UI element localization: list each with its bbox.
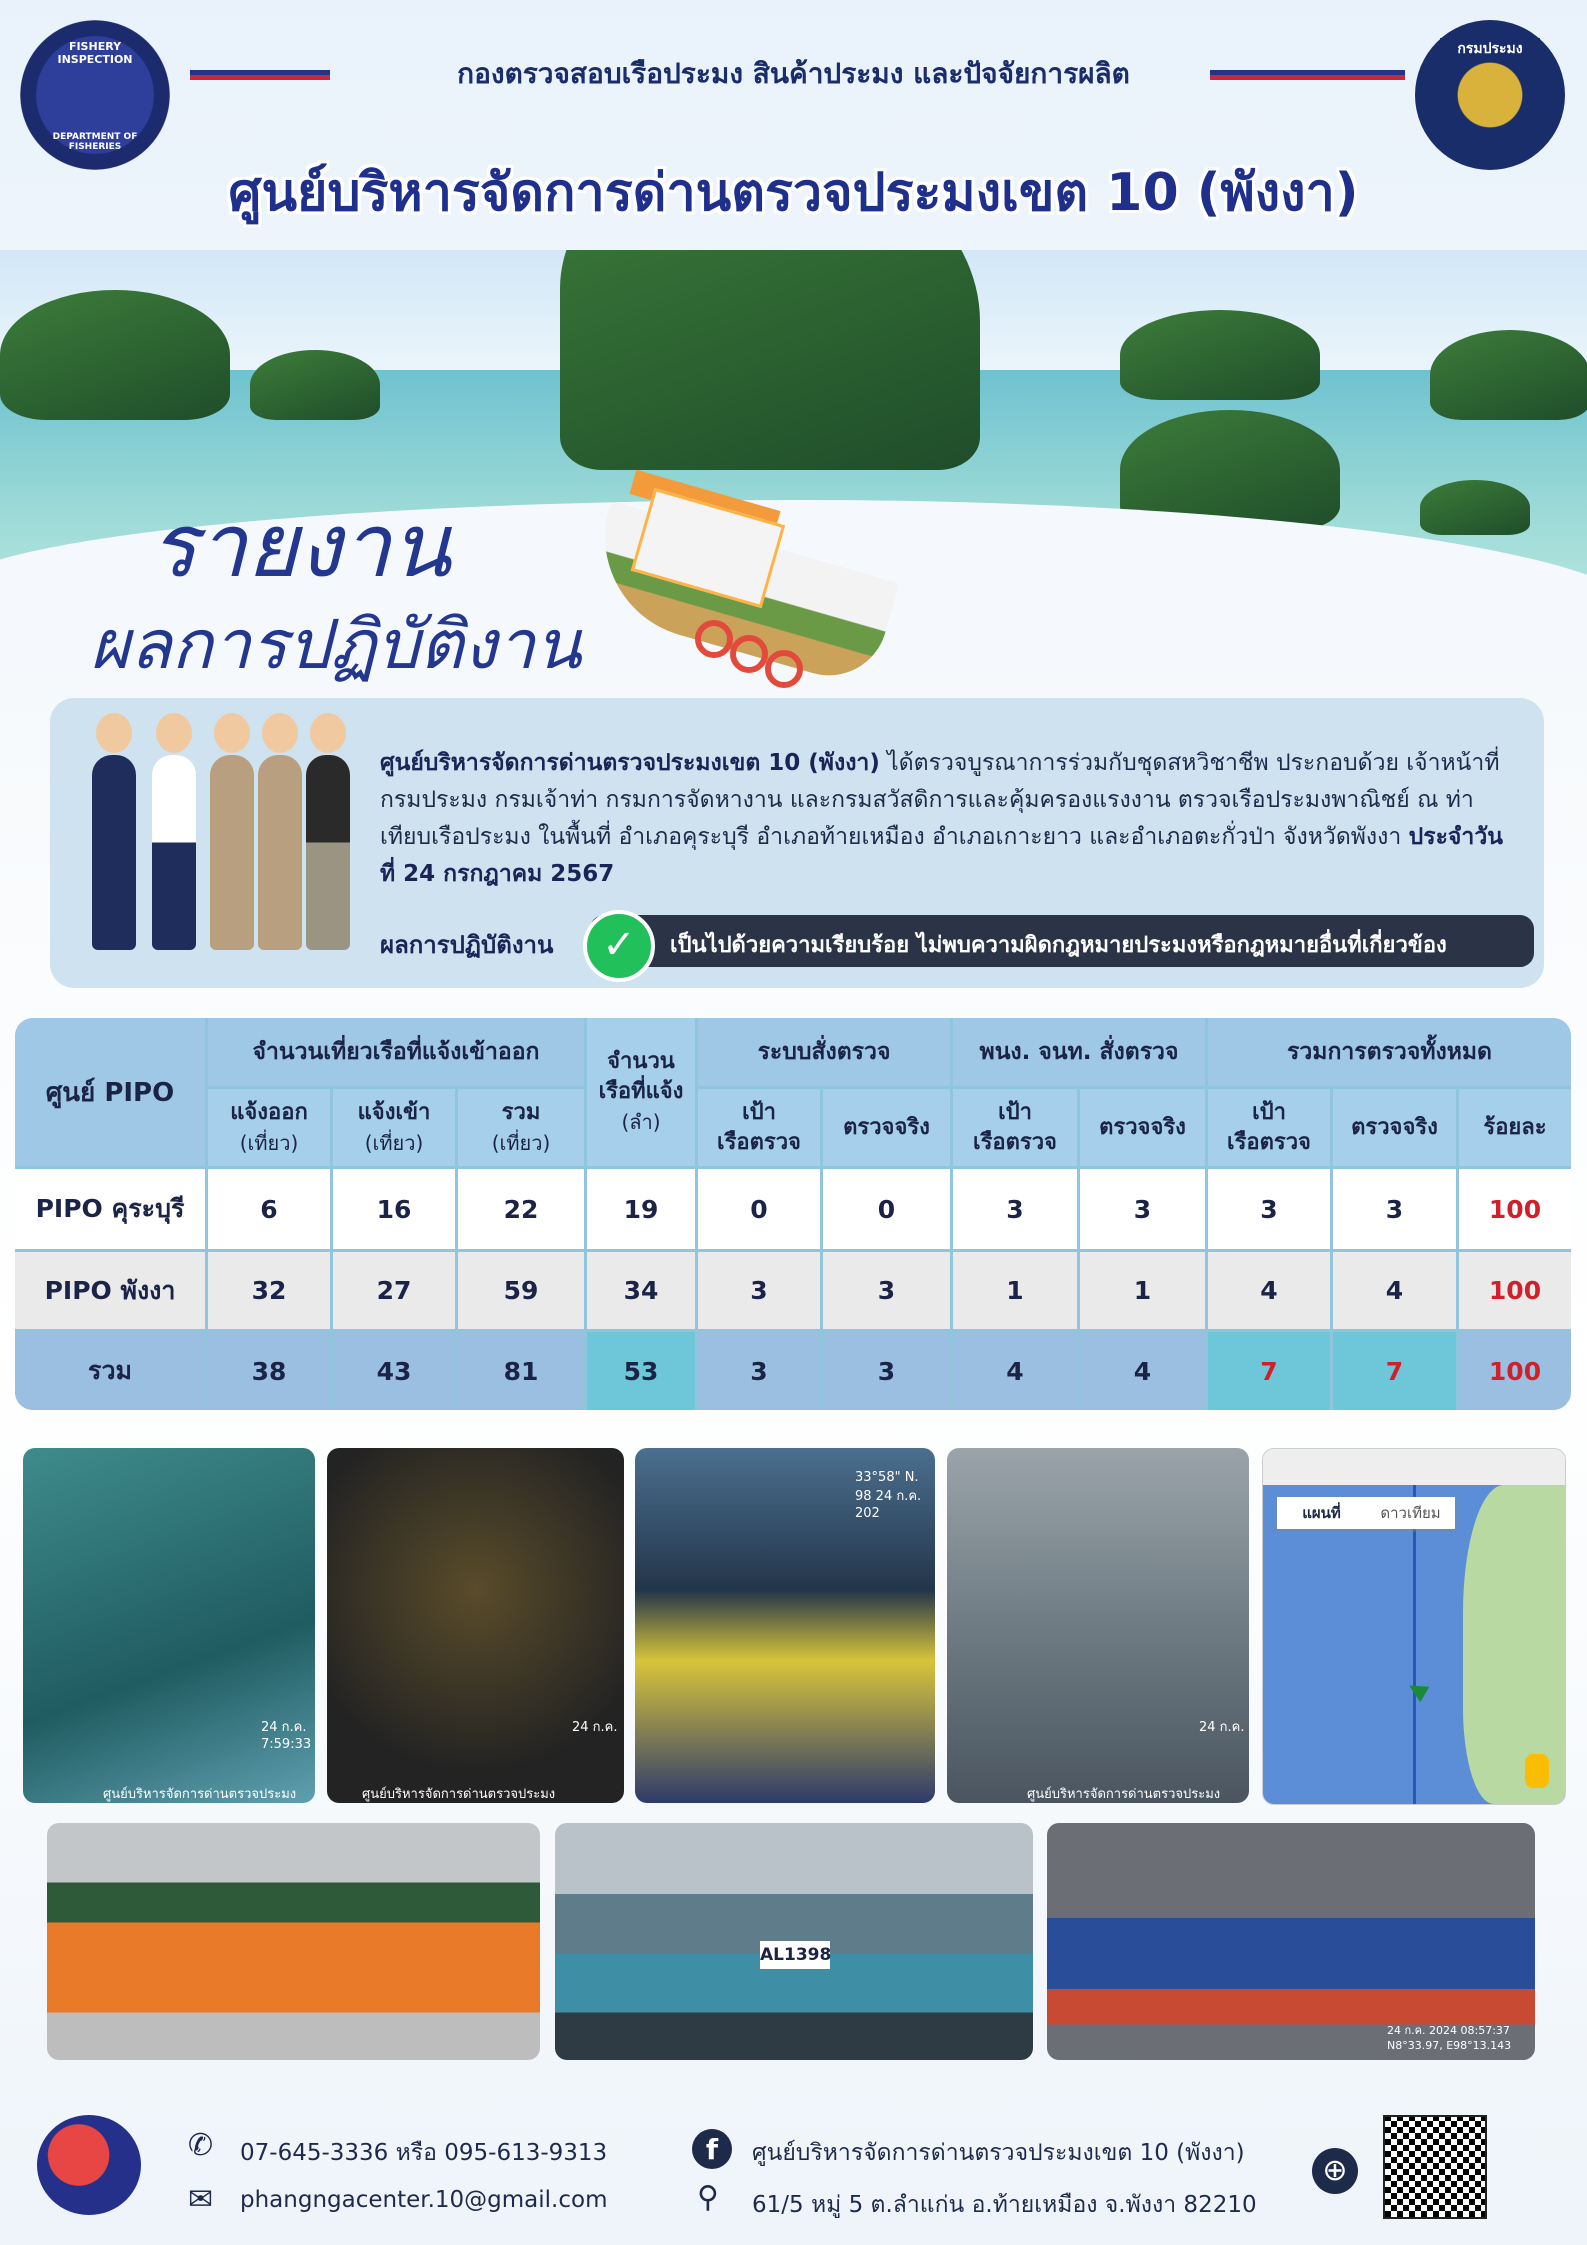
cell-percent: 100	[1459, 1169, 1571, 1249]
qr-code[interactable]	[1383, 2115, 1487, 2219]
report-heading: รายงาน	[150, 494, 451, 597]
logo-left-bottom-text: DEPARTMENT OF FISHERIES	[52, 132, 138, 152]
cell-sys-target: 0	[698, 1169, 820, 1249]
map-screenshot	[1262, 1448, 1566, 1805]
map-land	[1463, 1485, 1565, 1804]
summary-date: ประจำวันที่ 24 กรกฎาคม 2567	[380, 824, 1503, 887]
cell-percent: 100	[1459, 1252, 1571, 1329]
photo-crew-life-jackets	[47, 1823, 540, 2060]
photo-harbor-inspection	[947, 1448, 1249, 1803]
cell-off-target: 3	[953, 1169, 1077, 1249]
photo-inspection-officers	[635, 1448, 935, 1803]
map-tab-map[interactable]: แผนที่	[1302, 1504, 1341, 1522]
group-system-header: ระบบสั่งตรวจ	[698, 1018, 950, 1086]
facebook-icon: f	[692, 2129, 732, 2169]
col-percent-header: ร้อยละ	[1459, 1089, 1571, 1166]
col-boats-header: จำนวน เรือที่แจ้ง (ลำ)	[587, 1018, 695, 1166]
col-off-target-header: เป้า เรือตรวจ	[953, 1089, 1077, 1166]
cell-sum: 22	[458, 1169, 584, 1249]
total-boats: 53	[587, 1332, 695, 1410]
island	[0, 290, 230, 420]
department-of-fisheries-seal	[1415, 20, 1565, 170]
result-label: ผลการปฏิบัติงาน	[380, 931, 554, 959]
phone-icon: ✆	[188, 2128, 214, 2163]
cell-boats: 19	[587, 1169, 695, 1249]
pegman-icon[interactable]	[1525, 1754, 1549, 1788]
cell-tot-actual: 3	[1333, 1169, 1456, 1249]
col-tot-target-header: เป้า เรือตรวจ	[1208, 1089, 1330, 1166]
total-off-target: 4	[953, 1332, 1077, 1410]
cell-in: 27	[333, 1252, 455, 1329]
checkmark-icon: ✓	[583, 910, 655, 982]
chat-bubble-icon	[37, 2115, 141, 2215]
cell-sum: 59	[458, 1252, 584, 1329]
photo-stamp: 24 ก.ค. 7:59:33	[261, 1720, 312, 1752]
island	[1430, 330, 1587, 420]
total-in: 43	[333, 1332, 455, 1410]
footer-facebook[interactable]: ศูนย์บริหารจัดการด่านตรวจประมงเขต 10 (พังงา)	[752, 2140, 1245, 2166]
col-sys-actual-header: ตรวจจริง	[823, 1089, 950, 1166]
total-sum: 81	[458, 1332, 584, 1410]
officer-figure	[92, 755, 136, 950]
center-title: ศูนย์บริหารจัดการด่านตรวจประมงเขต 10 (พังงา)	[228, 163, 1359, 223]
footer-address: 61/5 หมู่ 5 ต.ลำแก่น อ.ท้ายเหมือง จ.พังงา 82210	[752, 2192, 1257, 2218]
cell-out: 6	[208, 1169, 330, 1249]
cell-tot-actual: 4	[1333, 1252, 1456, 1329]
photo-fishing-net	[23, 1448, 315, 1803]
summary-body: ได้ตรวจบูรณาการร่วมกับชุดสหวิชาชีพ ประกอบด้วย เจ้าหน้าที่กรมประมง กรมเจ้าท่า กรมการจัดหางาน และกรมสวัสดิการและคุ้มครองแรงงาน ตรวจเรือประมงพาณิชย์ ณ ท่าเทียบเรือประมง ในพื้นที่ อำเภอคุระบุรี อำเภอท้ายเหมือง อำเภอเกาะยาว และอำเภอตะกั่วป่า จังหวัดพังงา	[380, 750, 1500, 850]
seal-text: กรมประมง	[1440, 38, 1540, 60]
inspection-table	[15, 1018, 1571, 1410]
report-subheading: ผลการปฏิบัติงาน	[90, 606, 582, 685]
photo-caption: ศูนย์บริหารจัดการด่านตรวจประมง	[362, 1787, 556, 1802]
map-type-toggle[interactable]	[1277, 1497, 1455, 1529]
row-name: PIPO พังงา	[15, 1252, 205, 1329]
col-out-header: แจ้งออก (เที่ยว)	[208, 1089, 330, 1166]
officer-figure	[258, 755, 302, 950]
life-ring-icon	[765, 650, 803, 688]
col-in-header: แจ้งเข้า (เที่ยว)	[333, 1089, 455, 1166]
header-rule-right	[1210, 70, 1405, 80]
cell-sys-actual: 3	[823, 1252, 950, 1329]
col-sys-target-header: เป้า เรือตรวจ	[698, 1089, 820, 1166]
cell-boats: 34	[587, 1252, 695, 1329]
island	[1120, 310, 1320, 400]
email-icon: ✉	[188, 2182, 214, 2217]
total-row-name: รวม	[15, 1332, 205, 1410]
photo-caption: ศูนย์บริหารจัดการด่านตรวจประมง	[103, 1787, 297, 1802]
photo-stamp: 24 ก.ค.	[572, 1720, 618, 1735]
photo-net-floats	[327, 1448, 624, 1803]
summary-org: ศูนย์บริหารจัดการด่านตรวจประมงเขต 10 (พังงา)	[380, 750, 880, 776]
cell-sys-actual: 0	[823, 1169, 950, 1249]
header-rule-left	[190, 70, 330, 80]
total-off-actual: 4	[1080, 1332, 1205, 1410]
photo-stamp: 24 ก.ค. 2024 08:57:37 N8°33.97, E98°13.143	[1387, 2024, 1512, 2052]
cell-out: 32	[208, 1252, 330, 1329]
map-tab-satellite[interactable]: ดาวเทียม	[1380, 1504, 1441, 1522]
location-pin-icon: ⚲	[697, 2180, 719, 2215]
total-tot-target: 7	[1208, 1332, 1330, 1410]
map-boundary-line	[1413, 1485, 1416, 1804]
group-total-header: รวมการตรวจทั้งหมด	[1208, 1018, 1571, 1086]
officer-figure	[306, 755, 350, 950]
total-tot-actual: 7	[1333, 1332, 1456, 1410]
logo-left-top-text: FISHERY INSPECTION	[57, 40, 133, 66]
life-ring-icon	[695, 620, 733, 658]
col-off-actual-header: ตรวจจริง	[1080, 1089, 1205, 1166]
footer-phone[interactable]: 07-645-3336 หรือ 095-613-9313	[240, 2140, 608, 2166]
col-tot-actual-header: ตรวจจริง	[1333, 1089, 1456, 1166]
map-toolbar	[1263, 1449, 1565, 1485]
photo-stamp: 24 ก.ค.	[1199, 1720, 1245, 1735]
summary-paragraph	[380, 745, 1510, 893]
col-sum-header: รวม (เที่ยว)	[458, 1089, 584, 1166]
row-name: PIPO คุระบุรี	[15, 1169, 205, 1249]
island	[1420, 480, 1530, 535]
photo-stamp: 33°58" N. 98 24 ก.ค. 202	[855, 1470, 922, 1521]
island	[250, 350, 380, 420]
main-island	[560, 250, 980, 470]
cell-in: 16	[333, 1169, 455, 1249]
officer-figure	[210, 755, 254, 950]
footer-email[interactable]: phangngacenter.10@gmail.com	[240, 2187, 608, 2213]
group-trips-header: จำนวนเที่ยวเรือที่แจ้งเข้าออก	[208, 1018, 584, 1086]
photo-fishing-boat-dock	[555, 1823, 1033, 2060]
col-center-header: ศูนย์ PIPO	[15, 1018, 205, 1166]
cell-tot-target: 3	[1208, 1169, 1330, 1249]
total-out: 38	[208, 1332, 330, 1410]
cell-off-actual: 1	[1080, 1252, 1205, 1329]
globe-icon: ⊕	[1312, 2148, 1358, 2194]
cell-sys-target: 3	[698, 1252, 820, 1329]
photo-caption: ศูนย์บริหารจัดการด่านตรวจประมง	[1027, 1787, 1221, 1802]
cell-tot-target: 4	[1208, 1252, 1330, 1329]
photo-fuel-tanks	[1047, 1823, 1535, 2060]
officer-figure	[152, 755, 196, 950]
total-sys-target: 3	[698, 1332, 820, 1410]
life-ring-icon	[730, 635, 768, 673]
cell-off-target: 1	[953, 1252, 1077, 1329]
total-percent: 100	[1459, 1332, 1571, 1410]
fishery-inspection-logo	[20, 20, 170, 170]
cell-off-actual: 3	[1080, 1169, 1205, 1249]
department-name: กองตรวจสอบเรือประมง สินค้าประมง และปัจจัยการผลิต	[457, 57, 1130, 90]
boat-registration: AL1398	[760, 1941, 830, 1969]
group-officer-header: พนง. จนท. สั่งตรวจ	[953, 1018, 1205, 1086]
result-text: เป็นไปด้วยความเรียบร้อย ไม่พบความผิดกฎหมายประมงหรือกฎหมายอื่นที่เกี่ยวข้อง	[670, 933, 1447, 958]
total-sys-actual: 3	[823, 1332, 950, 1410]
